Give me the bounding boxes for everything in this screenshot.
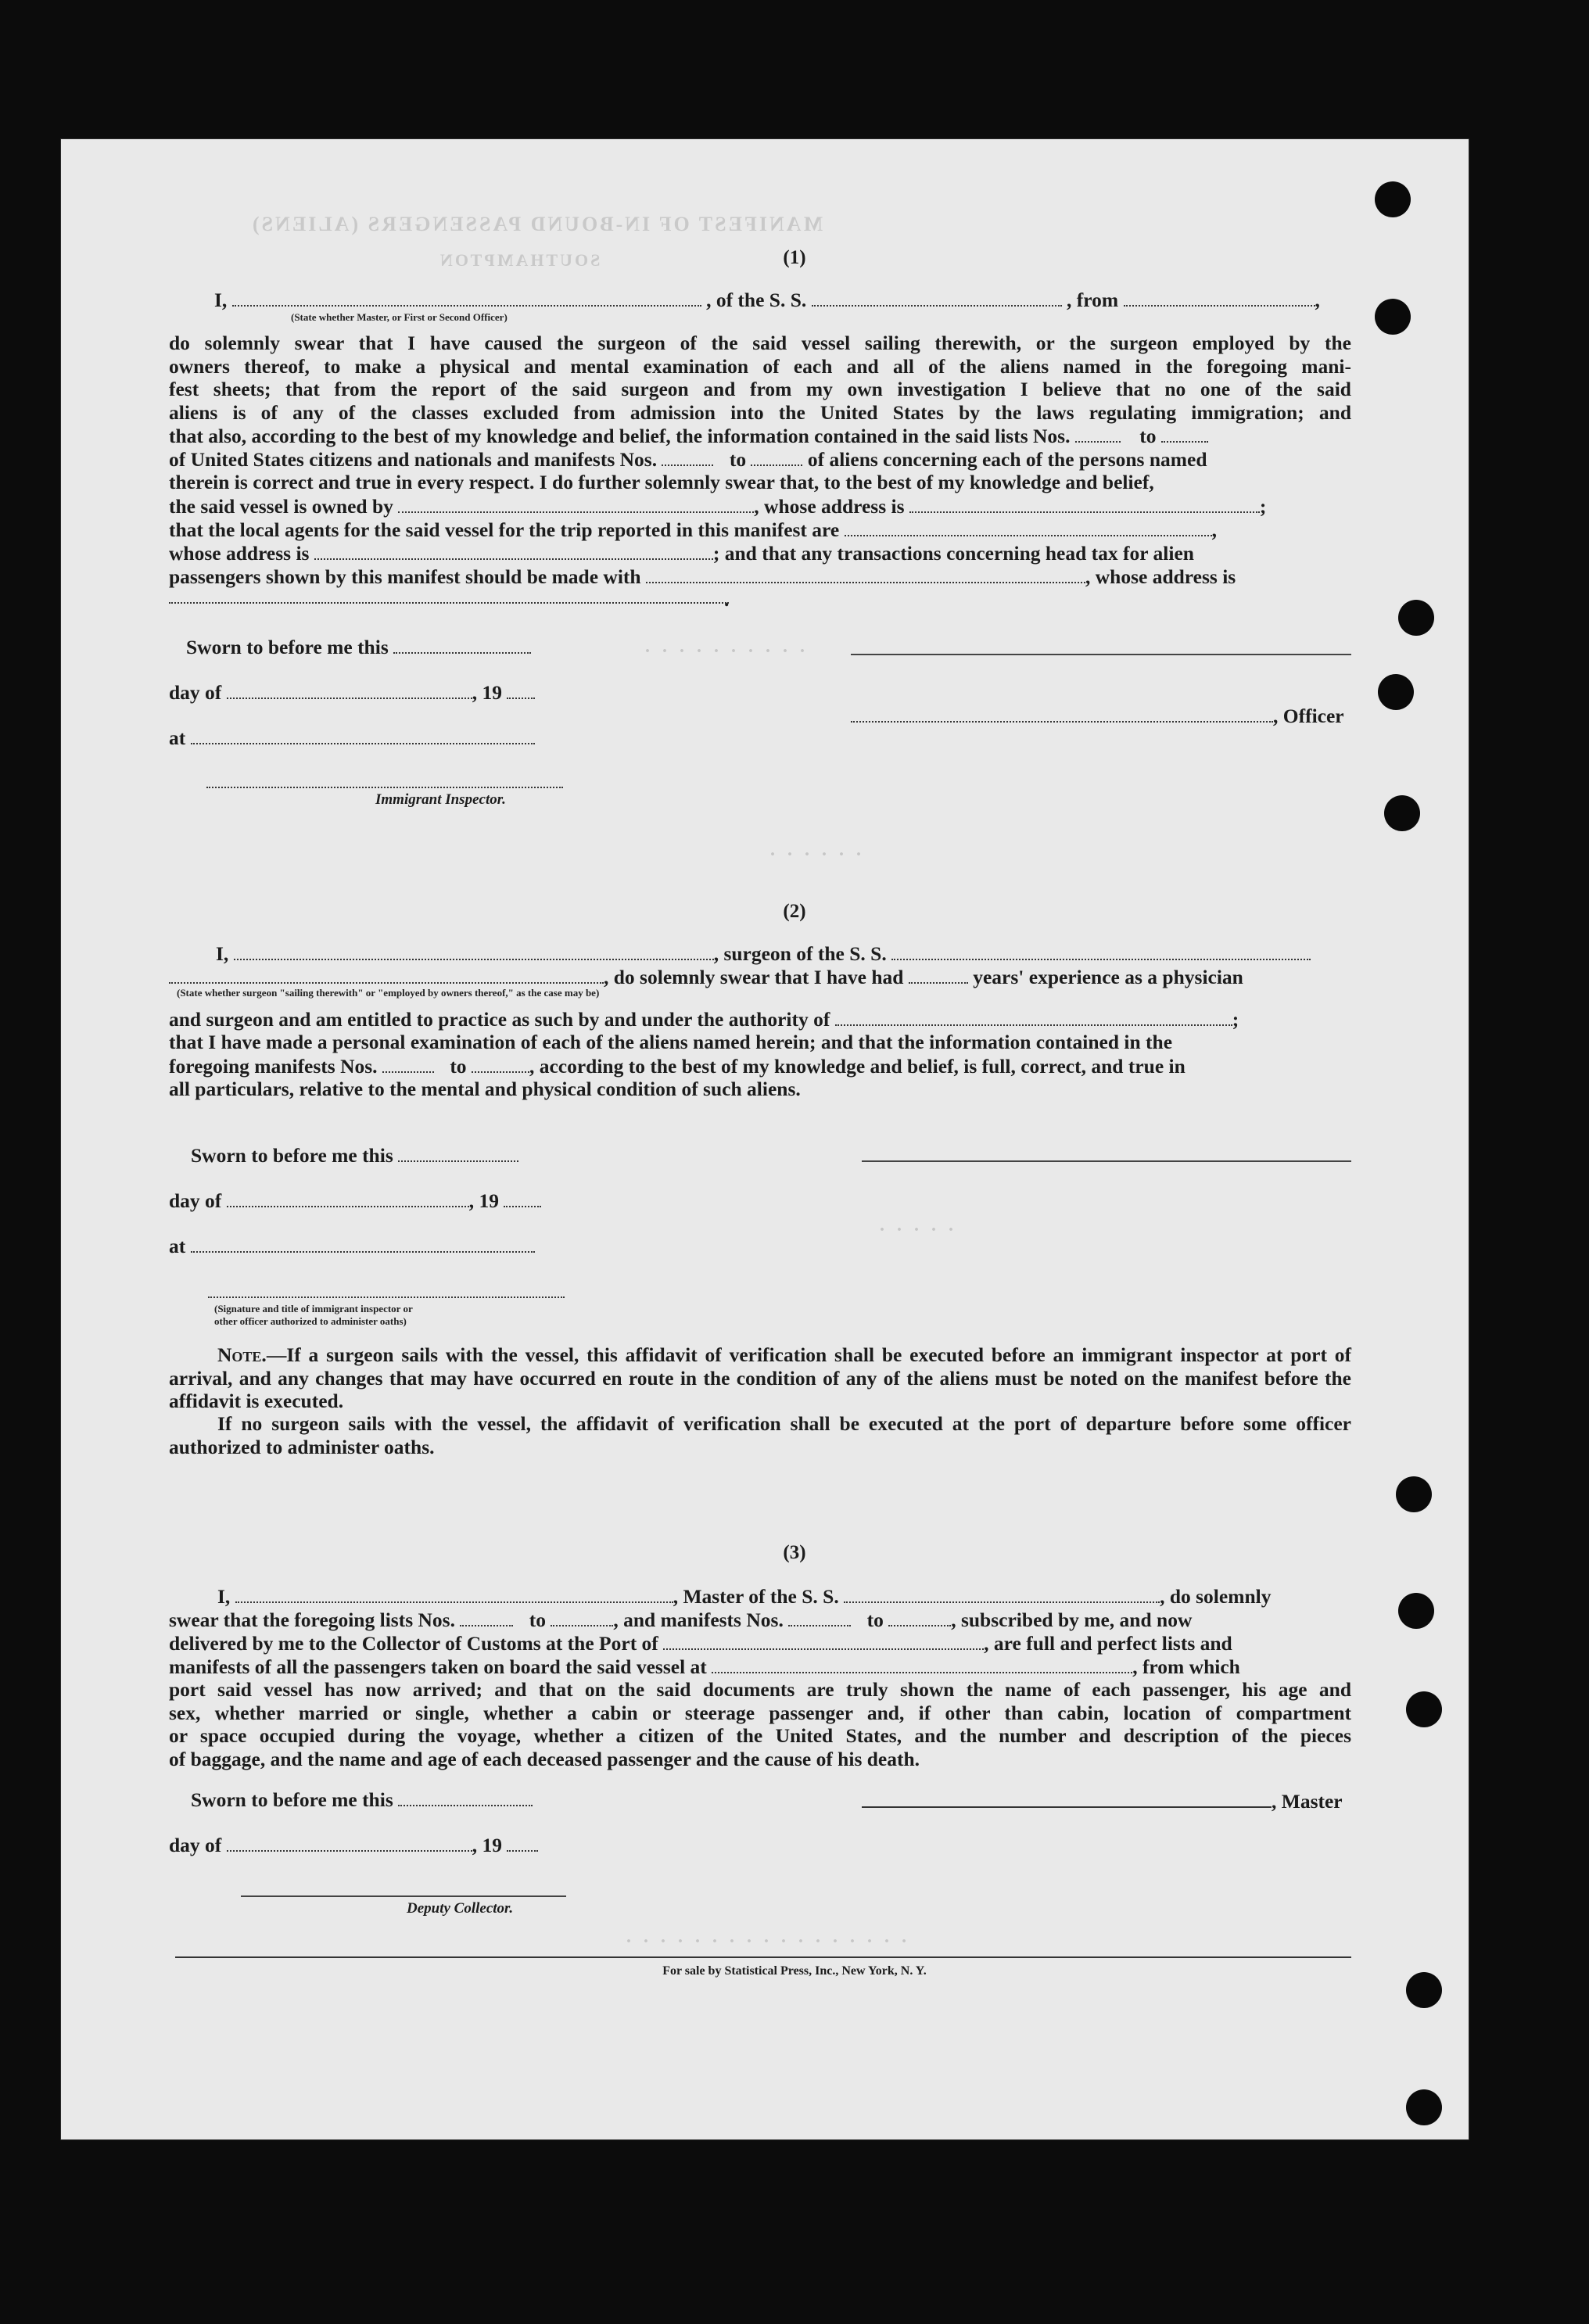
sworn-day-blank[interactable]: [398, 1788, 533, 1806]
officer-label: , Officer: [1273, 705, 1344, 727]
agents-label: that the local agents for the said vessel for the trip reported in this manifest are: [169, 518, 840, 541]
punch-hole: [1398, 1593, 1434, 1629]
surgeon-of-ss: , surgeon of the S. S.: [713, 942, 887, 965]
section2-line1: [216, 941, 1311, 966]
note-paragraph: [169, 1343, 1351, 1413]
lists-label: that also, according to the best of my knowledge and belief, the information contained in the said lists Nos.: [169, 425, 1071, 447]
section1-at: [169, 726, 535, 750]
month-blank[interactable]: [227, 1833, 472, 1852]
section2-line5: [169, 1054, 1185, 1078]
bleed-port-line: SOUTHAMPTON: [438, 250, 601, 270]
section3-vessel-blank[interactable]: [844, 1584, 1160, 1603]
years-label: , do solemnly swear that I have had: [604, 966, 904, 988]
section1-rank-caption: (State whether Master, or First or Second Officer): [291, 311, 508, 323]
taken-on-board-text: manifests of all the passengers taken on board the said vessel at: [169, 1655, 707, 1678]
owner-address-label: , whose address is: [754, 495, 905, 518]
place-blank[interactable]: [191, 1234, 535, 1253]
port-label: delivered by me to the Collector of Customs at the Port of: [169, 1632, 658, 1655]
oath-line: aliens is of any of the classes excluded from admission into the United States by the laws regulating immigration; and: [169, 400, 1351, 424]
sworn-label: Sworn to before me this: [186, 636, 389, 658]
manifests-from-blank[interactable]: [662, 447, 713, 466]
head-tax-text: ; and that any transactions concerning head tax for alien: [712, 542, 1194, 565]
surgeon-signature-blank[interactable]: [862, 1160, 1351, 1162]
punch-hole: [1375, 299, 1411, 335]
punch-hole: [1396, 1476, 1432, 1512]
punch-hole: [1398, 600, 1434, 636]
section1-correct-line: therein is correct and true in every respect. I do further solemnly swear that, to the best of my knowledge and belief,: [169, 471, 1154, 493]
master-name-blank[interactable]: [235, 1584, 673, 1603]
section3-lists-from-blank[interactable]: [460, 1608, 513, 1626]
section2-vessel-blank[interactable]: [891, 941, 1311, 960]
section2-i: I,: [216, 942, 229, 965]
sworn-day-blank[interactable]: [398, 1143, 518, 1162]
experience-label: years' experience as a physician: [973, 966, 1243, 988]
manifests-nos-label: foregoing manifests Nos.: [169, 1055, 378, 1078]
comma: ,: [1211, 518, 1217, 541]
years-blank[interactable]: [909, 965, 968, 984]
manifests-label: of United States citizens and nationals and manifests Nos.: [169, 448, 658, 471]
year-blank[interactable]: [507, 1833, 538, 1852]
manifests-tail: of aliens concerning each of the persons named: [807, 448, 1207, 471]
inspector-signature-blank[interactable]: [206, 787, 563, 788]
section3-line2: [169, 1608, 1192, 1632]
oath-line-last: of baggage, and the name and age of each deceased passenger and the cause of his death.: [169, 1747, 920, 1770]
section2-line4: that I have made a personal examination of each of the aliens named herein; and that the information contained in the: [169, 1031, 1173, 1053]
bleed-column-marks: · · · · · · · · · · · · · · · · ·: [626, 1931, 911, 1952]
oath-line: or space occupied during the voyage, whether a citizen of the United States, and the number and description of the pieces: [169, 1724, 1351, 1747]
deputy-collector-label: Deputy Collector.: [407, 1900, 514, 1917]
sig-caption-2: other officer authorized to administer oaths): [214, 1315, 407, 1327]
section2-day-of: [169, 1189, 541, 1213]
collector-signature-blank[interactable]: [241, 1895, 566, 1897]
section2-at: [169, 1234, 535, 1258]
vessel-name-blank[interactable]: [812, 288, 1062, 307]
place-blank[interactable]: [191, 726, 535, 744]
section2-line2: [169, 965, 1243, 989]
section2-status-caption: (State whether surgeon "sailing therewith" or "employed by owners thereof," as the case may be): [177, 987, 600, 999]
section1-from: , from: [1067, 289, 1119, 311]
rank-blank[interactable]: [232, 288, 701, 307]
departure-port-blank[interactable]: [1124, 288, 1315, 307]
according-text: , according to the best of my knowledge and belief, is full, correct, and true in: [529, 1055, 1185, 1078]
oath-line: do solemnly swear that I have caused the surgeon of the said vessel sailing therewith, or the surgeon employed by the: [169, 332, 1351, 354]
at-label: at: [169, 1235, 186, 1257]
to-label: to: [529, 1609, 546, 1631]
surgeon-status-blank[interactable]: [169, 965, 604, 984]
lists-nos-label: swear that the foregoing lists Nos.: [169, 1609, 455, 1631]
section1-line1: [214, 288, 1320, 312]
bleed-column-marks: · · · · · · · · · ·: [641, 641, 806, 662]
semicolon: ;: [1232, 1008, 1239, 1031]
full-lists-text: , are full and perfect lists and: [984, 1632, 1232, 1655]
section1-owner-line: [169, 494, 1266, 518]
section1-agent-address-line: [169, 541, 1194, 565]
party-address-blank[interactable]: [169, 602, 729, 604]
section3-sworn: [191, 1788, 533, 1812]
punch-hole: [1375, 181, 1411, 217]
oath-line: owners thereof, to make a physical and mental examination of each and all of the aliens named in the foregoing mani-: [169, 354, 1351, 378]
section3-manifests-to-blank[interactable]: [888, 1608, 951, 1626]
section1-i: I,: [214, 289, 228, 311]
immigrant-inspector-label: Immigrant Inspector.: [375, 791, 506, 808]
sworn-label: Sworn to before me this: [191, 1788, 393, 1811]
period: .: [724, 588, 730, 611]
from-which-text: , from which: [1132, 1655, 1240, 1678]
section3-oath-text: [169, 1678, 1351, 1770]
footer-printer: For sale by Statistical Press, Inc., New York, N. Y.: [662, 1964, 927, 1978]
sig-caption-1: (Signature and title of immigrant inspector or: [214, 1303, 413, 1314]
year-prefix: , 19: [468, 1189, 499, 1212]
lists-from-blank[interactable]: [1075, 424, 1121, 443]
section2-line6: all particulars, relative to the mental and physical condition of such aliens.: [169, 1078, 801, 1100]
section1-sworn: [186, 635, 531, 659]
at-label: at: [169, 726, 186, 749]
manifests-nos-label: , and manifests Nos.: [613, 1609, 784, 1631]
manifests-to-label: to: [729, 448, 747, 471]
day-of-label: day of: [169, 1834, 222, 1856]
section1-oath-text: [169, 332, 1351, 424]
master-signature-blank[interactable]: [862, 1789, 1272, 1808]
section1-heading: (1): [783, 247, 806, 268]
oath-line: fest sheets; that from the report of the said surgeon and from my own investigation I believe that no one of the said: [169, 378, 1351, 400]
semicolon: ;: [1259, 495, 1267, 518]
subscribed-text: , subscribed by me, and now: [951, 1609, 1193, 1631]
master-of-ss: , Master of the S. S.: [673, 1585, 839, 1608]
section3-heading: (3): [783, 1542, 806, 1563]
punch-hole: [1406, 2089, 1442, 2125]
owner-address-blank[interactable]: [909, 494, 1260, 513]
oath-line: sex, whether married or single, whether a cabin or steerage passenger and, if other than cabin, location of compartment: [169, 1701, 1351, 1724]
note-paragraph-2: If no surgeon sails with the vessel, the affidavit of verification shall be executed at the port of departure before some officer authorized to administer oaths.: [169, 1412, 1351, 1458]
owner-label: the said vessel is owned by: [169, 495, 393, 518]
section3-day-of: [169, 1833, 538, 1857]
manifests-to-blank[interactable]: [751, 447, 802, 466]
officer-signature-blank[interactable]: [851, 704, 1273, 723]
section1-of-ss: , of the S. S.: [706, 289, 807, 311]
day-of-label: day of: [169, 681, 222, 704]
section3-line3: [169, 1631, 1232, 1655]
section2-sworn: [191, 1143, 518, 1167]
officer-signature-top-line[interactable]: [851, 654, 1351, 655]
bleed-column-marks: · · · · ·: [876, 1220, 955, 1240]
day-of-label: day of: [169, 1189, 222, 1212]
authority-label: and surgeon and am entitled to practice as such by and under the authority of: [169, 1008, 830, 1031]
section1-passengers-line: [169, 565, 1236, 589]
punch-hole: [1406, 1691, 1442, 1727]
note-text: —If a surgeon sails with the vessel, this affidavit of verification shall be executed before an immigrant inspector at port of arrival, and any changes that may have occurred en route in the condition of any of the aliens must be noted on the manifest before the affidavit is executed.: [169, 1343, 1351, 1412]
to-label: to: [866, 1609, 884, 1631]
comma: ,: [1315, 289, 1320, 311]
section1-officer: [851, 704, 1344, 728]
month-blank[interactable]: [227, 1189, 469, 1207]
section2-manifest-to-blank[interactable]: [472, 1054, 529, 1073]
bleed-column-marks: · · · · · ·: [766, 845, 863, 865]
arrival-port-blank[interactable]: [663, 1631, 984, 1650]
surgeon-name-blank[interactable]: [234, 941, 714, 960]
section1-lists-line: [169, 424, 1208, 448]
oath-line: port said vessel has now arrived; and that on the said documents are truly shown the name of each passenger, his age and: [169, 1678, 1351, 1701]
note-label: Note.: [217, 1343, 267, 1366]
month-blank[interactable]: [227, 680, 472, 699]
punch-hole: [1378, 674, 1414, 710]
section3-line4: [169, 1655, 1240, 1679]
passengers-label: passengers shown by this manifest should be made with: [169, 565, 641, 588]
year-prefix: , 19: [472, 1834, 502, 1856]
section3-lists-to-blank[interactable]: [551, 1608, 613, 1626]
officer-signature-blank[interactable]: [208, 1296, 565, 1298]
sworn-day-blank[interactable]: [393, 635, 531, 654]
lists-to-blank[interactable]: [1161, 424, 1208, 443]
section3-manifests-from-blank[interactable]: [788, 1608, 851, 1626]
to-label: to: [450, 1055, 467, 1078]
punch-hole: [1384, 795, 1420, 831]
section3-i: I,: [217, 1585, 231, 1608]
agent-address-blank[interactable]: [314, 541, 713, 560]
authority-blank[interactable]: [835, 1007, 1232, 1026]
sworn-label: Sworn to before me this: [191, 1144, 393, 1167]
agent-address-label: whose address is: [169, 542, 310, 565]
section2-manifest-from-blank[interactable]: [382, 1054, 434, 1073]
section3-line1: [217, 1584, 1271, 1609]
section2-line3: [169, 1007, 1239, 1031]
owner-blank[interactable]: [398, 494, 754, 513]
bleed-header-title: MANIFEST OF IN-BOUND PASSENGERS (ALIENS): [250, 213, 823, 235]
party-address-label: , whose address is: [1085, 565, 1236, 588]
year-blank[interactable]: [504, 1189, 541, 1207]
year-blank[interactable]: [507, 680, 535, 699]
footer-divider: [175, 1956, 1351, 1958]
section3-master: [862, 1789, 1343, 1813]
section1-agents-line: [169, 518, 1217, 542]
section1-manifests-line: [169, 447, 1207, 472]
master-label: , Master: [1272, 1790, 1343, 1813]
section2-heading: (2): [783, 901, 806, 922]
embarkation-port-blank[interactable]: [712, 1655, 1132, 1673]
lists-to-label: to: [1139, 425, 1157, 447]
head-tax-party-blank[interactable]: [646, 565, 1085, 583]
agents-blank[interactable]: [845, 518, 1212, 536]
do-solemnly: , do solemnly: [1160, 1585, 1272, 1608]
year-prefix: , 19: [472, 681, 502, 704]
section1-day-of: [169, 680, 535, 705]
